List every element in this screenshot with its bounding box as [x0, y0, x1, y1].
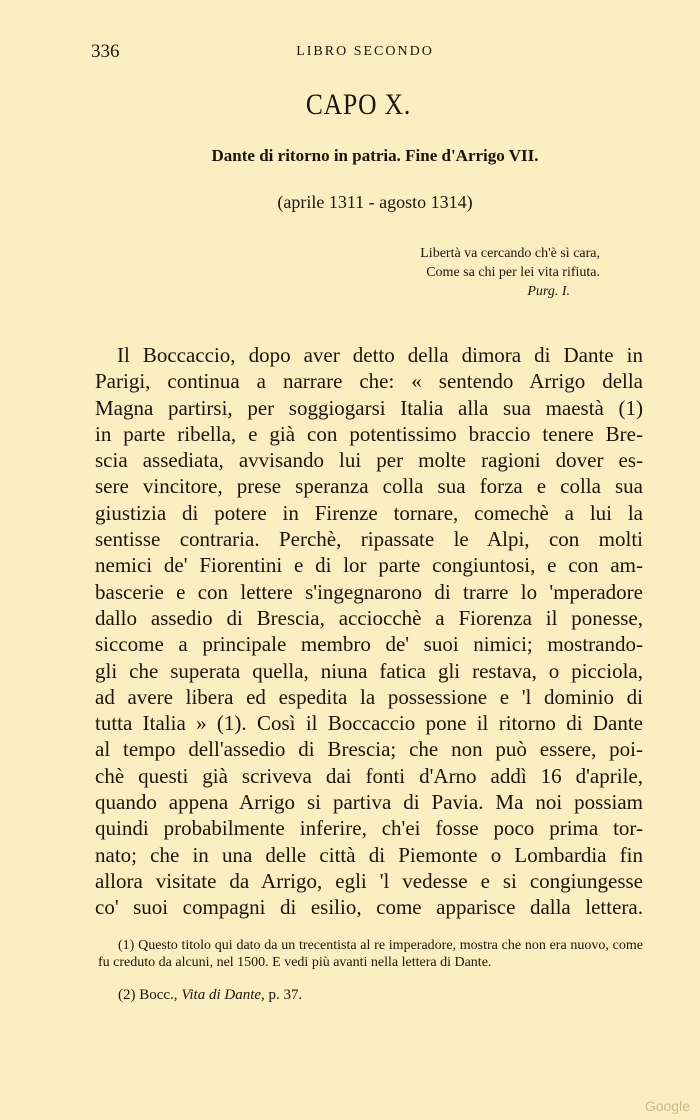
footnote-2 — [98, 987, 643, 1004]
body-line: ad avere libera ed espedita la possessione e 'l dominio di — [95, 684, 643, 709]
body-line: gli che superata quella, niuna fatica gli restava, o picciola, — [95, 658, 643, 683]
chapter-dates: (aprile 1311 - agosto 1314) — [277, 192, 473, 212]
body-line: Parigi, continua a narrare che: « sentendo Arrigo della — [95, 369, 643, 394]
body-line: co' suoi compagni di esilio, come apparisce dalla lettera. — [95, 895, 643, 920]
page-number: 336 — [91, 41, 120, 62]
epigraph-line-2: Come sa chi per lei vita rifiuta. — [426, 265, 600, 280]
body-line: scia assediata, avvisando lui per molte ragioni dover es- — [95, 448, 643, 473]
body-line: quindi probabilmente inferire, ch'ei fosse poco prima tor- — [95, 816, 643, 841]
body-line: sentisse contraria. Perchè, ripassate le Alpi, con molti — [95, 527, 643, 552]
footnotes — [98, 938, 643, 1004]
footnote-2-suffix: , p. 37. — [261, 987, 303, 1003]
google-watermark: Google — [644, 1098, 690, 1114]
epigraph — [420, 244, 600, 301]
body-line: Magna partirsi, per soggiogarsi Italia alla sua maestà (1) — [95, 395, 643, 420]
body-line: allora visitate da Arrigo, egli 'l vedesse e si congiungesse — [95, 868, 643, 893]
body-line: chè questi già scriveva dai fonti d'Arno addì 16 d'aprile, — [95, 763, 643, 788]
body-line: dallo assedio di Brescia, acciocchè a Fiorenza il ponesse, — [95, 605, 643, 630]
footnote-2-title: Vita di Dante — [181, 987, 262, 1003]
body-line: in parte ribella, e già con potentissimo braccio tenere Bre- — [95, 421, 643, 446]
body-line: bascerie e con lettere s'ingegnarono di trarre lo 'mperadore — [95, 579, 643, 604]
chapter-subtitle: Dante di ritorno in patria. Fine d'Arrigo VII. — [211, 146, 539, 165]
body-line: al tempo dell'assedio di Brescia; che non può essere, poi- — [95, 737, 643, 762]
epigraph-citation: Purg. I. — [527, 284, 570, 299]
epigraph-line-1: Libertà va cercando ch'è sì cara, — [420, 246, 600, 261]
body-line: nemici de' Fiorentini e di lor parte congiuntosi, e con am- — [95, 553, 643, 578]
body-line: tutta Italia » (1). Così il Boccaccio pone il ritorno di Dante — [95, 711, 643, 736]
running-title: LIBRO SECONDO — [296, 44, 434, 59]
body-line: sere vincitore, prese speranza colla sua forza e colla sua — [95, 474, 643, 499]
footnote-2-prefix: (2) Bocc., — [118, 987, 182, 1003]
body-line: siccome a principale membro de' suoi nimici; mostrando- — [95, 632, 643, 657]
body-line: quando appena Arrigo si partiva di Pavia. Ma noi possiam — [95, 790, 643, 815]
body-paragraph — [95, 342, 643, 921]
body-line: nato; che in una delle città di Piemonte o Lombardia fin — [95, 842, 643, 867]
body-line: giustizia di potere in Firenze tornare, comechè a lui la — [95, 500, 643, 525]
chapter-title: CAPO X. — [305, 88, 412, 121]
footnote-1: (1) Questo titolo qui dato da un trecentista al re imperadore, mostra che non era nuovo, come fu creduto da alcuni, nel 1500. E vedi più avanti nella lettera di Dante. — [98, 938, 643, 970]
body-line: Il Boccaccio, dopo aver detto della dimora di Dante in — [117, 343, 643, 367]
